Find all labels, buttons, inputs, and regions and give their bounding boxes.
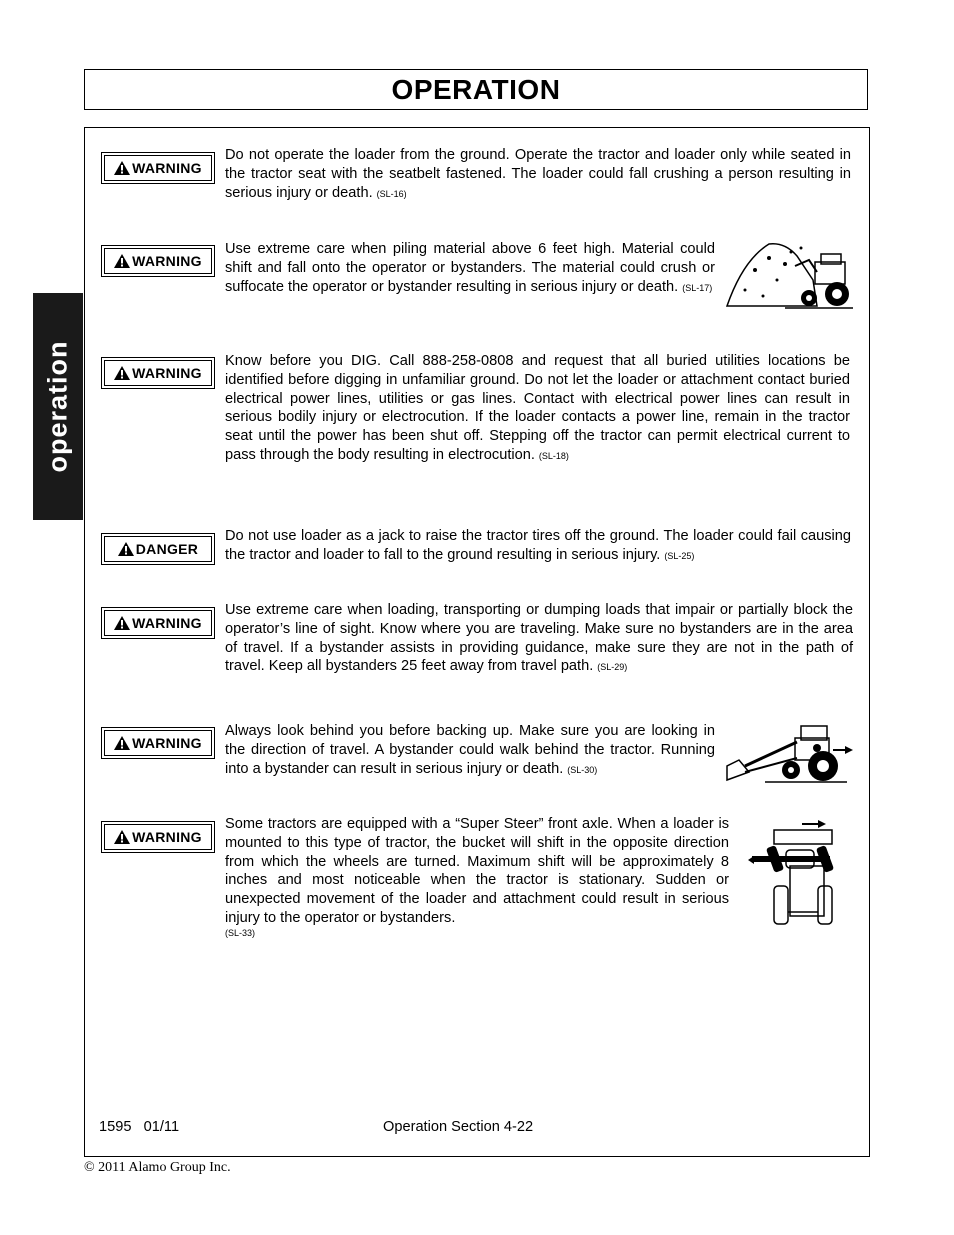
super-steer-axle-icon (748, 816, 838, 928)
alert-triangle-icon (114, 161, 130, 175)
label-text: DANGER (135, 541, 199, 557)
label-text: WARNING (132, 253, 202, 269)
label-text: WARNING (132, 615, 202, 631)
notice-code: (SL-25) (664, 550, 695, 561)
alert-triangle-icon (114, 830, 130, 844)
notice-text: Always look behind you before backing up. Make sure you are looking in the direction of travel. A bystander could walk behind the tractor. Running into a bystander can result in serious injury or death. (SL-30) (225, 723, 715, 777)
alert-triangle-icon (114, 366, 130, 380)
notice-text: Some tractors are equipped with a “Super Steer” front axle. When a loader is mounted to this type of tractor, the bucket will shift in the opposite direction from which the wheels are turned. Maximum shift will be approximately 8 inches and most noticeable when the tractor is stationary. Sudden or unexpected movement of the loader and attachment could result in serious injury to the operator or bystanders. (SL-33) (225, 816, 729, 938)
alert-triangle-icon (114, 616, 130, 630)
notice-text: Use extreme care when piling material above 6 feet high. Material could shift and fall onto the operator or bystanders. The material could crush or suffocate the operator or bystander resulting in serious injury or death. (SL-17) (225, 241, 715, 295)
warning-label (101, 245, 215, 277)
label-text: WARNING (132, 365, 202, 381)
notice-code: (SL-30) (567, 764, 598, 775)
warning-label (101, 357, 215, 389)
notice-text: Do not use loader as a jack to raise the tractor tires off the ground. The loader could fail causing the tractor and loader to fall to the ground resulting in serious injury. (SL-25) (225, 528, 851, 563)
label-text: WARNING (132, 160, 202, 176)
warning-label (101, 821, 215, 853)
side-tab (33, 293, 83, 520)
warning-label (101, 727, 215, 759)
label-text: WARNING (132, 829, 202, 845)
notice-code: (SL-18) (538, 450, 569, 461)
warning-label (101, 607, 215, 639)
tractor-backing-up-icon (725, 722, 855, 786)
danger-label (101, 533, 215, 565)
notice-code: (SL-16) (376, 188, 407, 199)
alert-triangle-icon (118, 542, 134, 556)
footer-section: Operation Section 4-22 (383, 1119, 534, 1135)
copyright: © 2011 Alamo Group Inc. (84, 1160, 231, 1175)
warning-label (101, 152, 215, 184)
label-text: WARNING (132, 735, 202, 751)
side-tab-label: operation (42, 340, 73, 473)
notice-text: Know before you DIG. Call 888-258-0808 and request that all buried utilities locations be identified before digging in unfamiliar ground. Do not let the loader or attachment contact buried electrical power lines, utilities or gas lines. Contact with electrical power lines can result in serious bodily injury or electrocution. If the loader contacts a power line, remain in the tractor seat until the power has been shut off. Stepping off the tractor can permit electrical current to pass through the body resulting in electrocution. (SL-18) (225, 353, 850, 463)
alert-triangle-icon (114, 254, 130, 268)
notice-text: Do not operate the loader from the ground. Operate the tractor and loader only while seated in the tractor seat with the seatbelt fastened. The loader could fall crushing a person resulting in serious injury or death. (SL-16) (225, 147, 851, 201)
alert-triangle-icon (114, 736, 130, 750)
header-box (84, 69, 868, 110)
footer-model-date: 1595 01/11 (99, 1119, 180, 1135)
page-title: OPERATION (391, 73, 561, 105)
notice-code: (SL-17) (682, 282, 713, 293)
notice-text: Use extreme care when loading, transporting or dumping loads that impair or partially block the operator’s line of sight. Know where you are traveling. Make sure no bystanders are in the area of travel. If a bystander assists in providing guidance, make sure they are not in the path of travel. Keep all bystanders 25 feet away from travel path. (SL-29) (225, 602, 853, 675)
notice-code: (SL-29) (597, 662, 628, 673)
loader-piling-material-icon (725, 240, 855, 310)
notice-code: (SL-33) (225, 927, 256, 938)
